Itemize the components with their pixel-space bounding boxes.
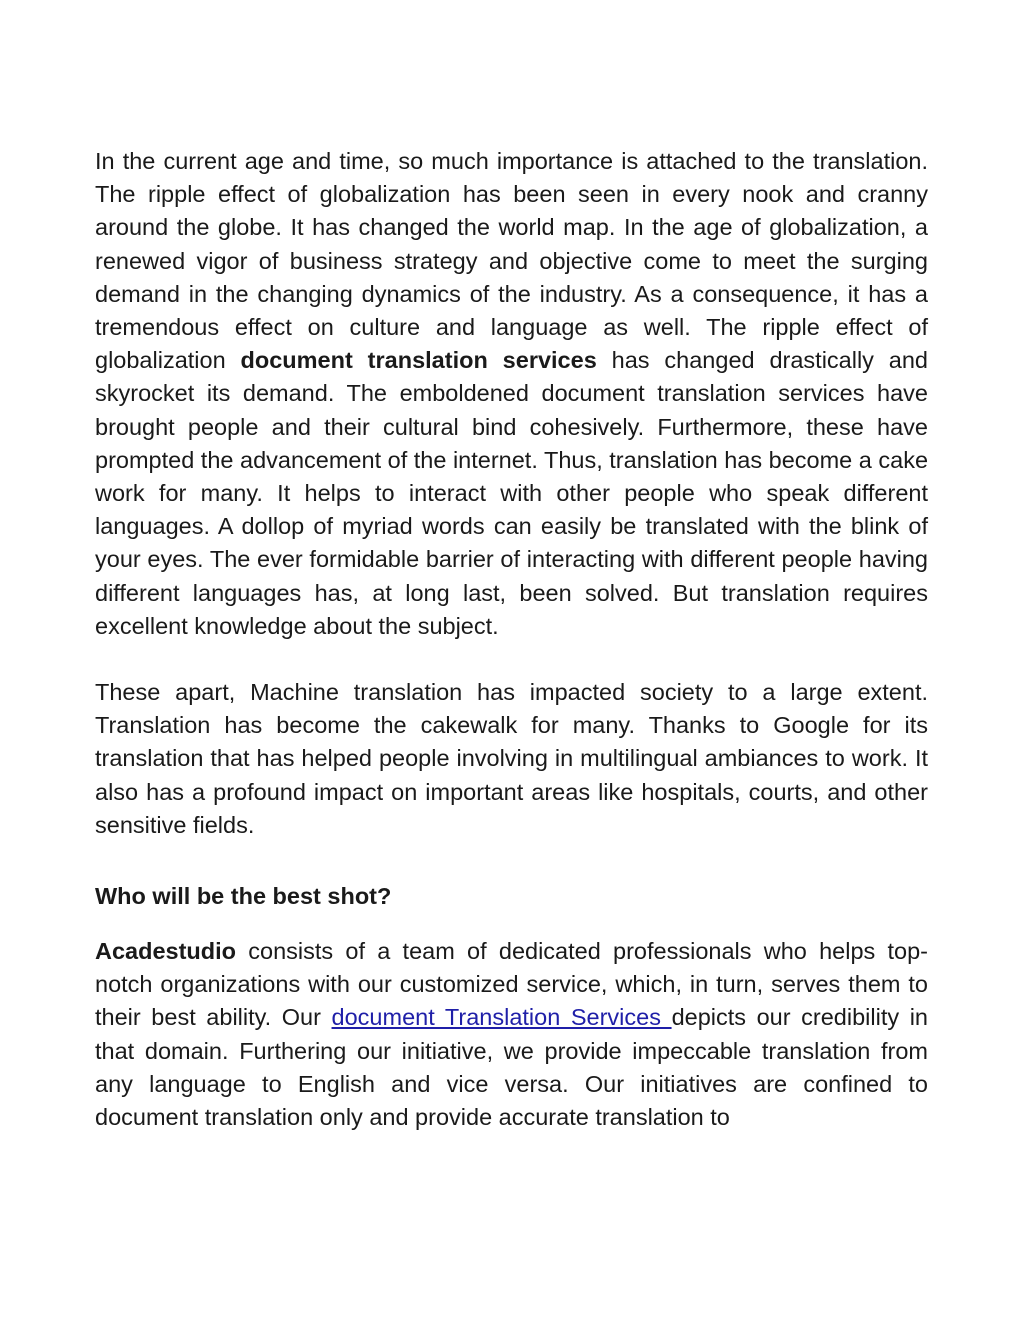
- paragraph-text: has changed drastically and skyrocket its demand. The emboldened document translation services have brought people and their cultural bind cohesively. Furthermore, these have prompted the advancement of the internet. Thus, translation has become a cake work for many. It helps to interact with other people who speak different languages. A dollop of myriad words can easily be translated with the blink of your eyes. The ever formidable barrier of interacting with different people having different languages has, at long last, been solved. But translation requires excellent knowledge about the subject.: [95, 347, 929, 639]
- section-heading: Who will be the best shot?: [95, 883, 392, 910]
- document-body: [95, 145, 928, 1134]
- paragraph-text: In the current age and time, so much importance is attached to the translation. The ripple effect of globalization has been seen in every nook and cranny around the globe. It has changed the world map. In the age of globalization, a renewed vigor of business strategy and objective come to meet the surging demand in the changing dynamics of the industry. As a consequence, it has a tremendous effect on culture and language as well. The ripple effect of globalization: [95, 148, 928, 374]
- bold-term-acadestudio: Acadestudio: [95, 938, 237, 965]
- paragraph-acadestudio: [95, 935, 928, 1134]
- document-translation-services-link[interactable]: document Translation Services: [331, 1004, 672, 1031]
- paragraph-text: depicts our credibility in that domain. Furthering our initiative, we provide impeccable translation from any language to English and vice versa. Our initiatives are confined to document translation only and provide accurate translation to: [95, 1004, 928, 1131]
- paragraph-globalization: [95, 145, 928, 643]
- paragraph-machine-translation: These apart, Machine translation has impacted society to a large extent. Translation has become the cakewalk for many. Thanks to Google for its translation that has helped people involving in multilingual ambiances to work. It also has a profound impact on important areas like hospitals, courts, and other sensitive fields.: [95, 679, 928, 838]
- bold-term-document-translation-services: document translation services: [240, 347, 597, 374]
- paragraph-text: consists of a team of dedicated professionals who helps top-notch organizations with our customized service, which, in turn, serves them to their best ability. Our: [95, 938, 928, 1031]
